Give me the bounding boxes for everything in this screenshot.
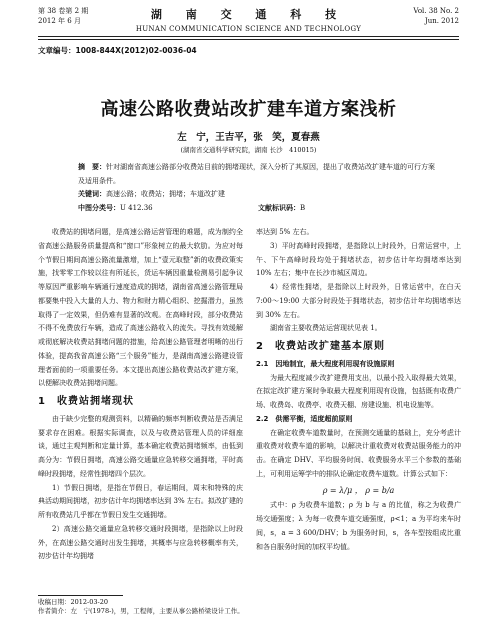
- formula: ρ = λ/μ ， ρ = b/a: [322, 485, 395, 495]
- keywords-label: 关键词：: [78, 189, 106, 198]
- header-rule-thick: [38, 36, 459, 37]
- subsection-2-1-heading: 2.1 因地制宜，最大程度利用现有设施原则: [256, 359, 395, 368]
- doc-code-text: B: [300, 204, 306, 212]
- continued-paragraph: 率达到 5% 左右。: [256, 228, 314, 236]
- keywords: [78, 189, 225, 199]
- section-1-heading: 1 收费站拥堵现状: [38, 396, 134, 407]
- left-column: [38, 226, 243, 564]
- header-right: [413, 6, 459, 26]
- keywords-text: 高速公路；收费站；拥堵；车道改扩建: [106, 190, 225, 198]
- header-center: [38, 6, 459, 33]
- section-1-paragraph-1: 由于缺少完整的观测资料，以精确的频率判断收费站是否满足要求存在困难。根据实际调查，以及与收费站管理人员的详细座谈，通过主观判断和定量计算，基本确定收费站拥堵频率，由低到高分为：节假日拥堵，高速公路交通量应急转移交通拥堵，平时高峰时段拥堵，经常性拥堵四个层次。: [38, 414, 243, 478]
- abstract-text: 针对湖南省高速公路部分收费站目前的拥堵现状，深入分析了其原因，提出了收费站改扩建车道的可行方案及适用条件。: [78, 163, 435, 185]
- header-rule-thin: [38, 39, 459, 40]
- clc-text: U 412.36: [120, 204, 153, 212]
- date-en: Jun. 2012: [424, 17, 459, 25]
- intro-paragraph: 收费站的拥堵问题，是高速公路运营管理的难题，成为制约全省高速公路服务质量提高和“窗口”形象树立的最大软肋。为应对每个节假日期间高速公路流量激增，加上“壹元取整”新的收费政策实施，找零零工作较以往有所延长，货运车辆因重量检测易引起争议等原因严重影响车辆通行速度造成的拥堵，湖南省高速公路管理局都要集中投入大量的人力、物力和财力精心组织、挖掘潜力，虽然取得了一定效果，但仍难有显著的改观。在高峰时段，部分收费站不得不免费放行车辆，造成了高速公路收入的流失。寻找有效缓解或彻底解决收费站拥堵问题的措施，给高速公路管理者明晰的出行体验，提高我省高速公路“三个服务”能力，是湖南高速公路建设管理者面前的一项重要任务。本文提出高速公路收费站改扩建方案，以便解决收费站拥堵问题。: [38, 228, 243, 388]
- abstract: [78, 160, 437, 188]
- footnote-author-info: 作者简介：左 宁(1978-)，男，工程师，主要从事公路桥梁设计工作。: [38, 607, 244, 615]
- paper-title: 高速公路收费站改扩建车道方案浅析: [100, 99, 397, 120]
- footnote-received-date: 收稿日期：2012-03-20: [38, 598, 108, 606]
- right-paragraph-3: 4）经常性拥堵，是指除以上时段外，日常运营中，在白天 7:00～19:00 大部分时段处于拥堵状态，初步估计年均拥堵率达到 30% 左右。: [256, 283, 461, 319]
- footnote-rule: [38, 595, 123, 596]
- journal-name-en: HUNAN COMMUNICATION SCIENCE AND TECHNOLOGY: [135, 25, 362, 33]
- formula-explanation: 式中：ρ 为收费车道数；ρ 为 b 与 a 的比值，称之为收费广场交通强度；λ 为每一收费车道交通强度，ρ<1；a 为平均来车时间，s，a = 3 600/DHV；b 为服务时间，s，各车型按组成比重和各自服务时间的加权平均值。: [256, 501, 461, 551]
- volume-en: Vol. 38 No. 2: [413, 7, 459, 15]
- right-column: [256, 226, 461, 554]
- subsection-2-2-heading: 2.2 供需平衡，适度超前原则: [256, 414, 353, 423]
- clc-label: 中图分类号：: [78, 203, 120, 212]
- authors: 左 宁，王吉平，张 笑，夏春燕: [177, 132, 320, 143]
- journal-name-cn: 湖 南 交 通 科 技: [150, 8, 347, 21]
- document-code: [258, 203, 305, 213]
- clc-number: [78, 203, 153, 213]
- section-2-heading: 2 收费站改扩建基本原则: [256, 341, 385, 352]
- section-1-paragraph-2: 1）节假日拥堵，是指在节假日，春运期间，周末和特殊的庆典活动期间拥堵，初步估计年均拥堵率达到 3% 左右。拟改扩建的所有收费站几乎都在节假日发生交通拥堵。: [38, 483, 243, 519]
- subsection-2-1-text: 为最大程度减少改扩建费用支出，以最小投入取得最大效果，在拟定改扩建方案时争取最大程度利用现有设施，包括既有收费广场、收费岛、收费亭、收费天棚、房建设施、机电设施等。: [256, 373, 461, 409]
- volume-cn: 第 38 卷第 2 期: [38, 7, 89, 15]
- running-header: [38, 6, 459, 32]
- section-1-paragraph-3: 2）高速公路交通量应急转移交通时段拥堵，是指除以上时段外，在高速公路交通时出发生拥堵，其概率与应急转移概率有关，初步估计年均拥堵: [38, 524, 243, 561]
- affiliation: (湖南省交通科学研究院，湖南 长沙 410015): [180, 146, 317, 154]
- right-paragraph-4: 湖南省主要收费站运营现状见表 1。: [270, 324, 382, 333]
- article-number: 文章编号：1008-844X(2012)02-0036-04: [38, 46, 197, 55]
- date-cn: 2012 年 6 月: [38, 17, 81, 25]
- doc-code-label: 文献标识码：: [258, 203, 300, 212]
- subsection-2-2-text: 在确定收费车道数量时，在预测交通量的基础上，充分考虑计重收费对收费车道的影响，以解决计重收费对收费站服务能力的冲击。在确定 DHV、平均服务时间、收费服务水平三个参数的基础上，可利用运筹学中的排队论确定收费车道数。计算公式如下：: [256, 428, 461, 478]
- right-paragraph-2: 3）平时高峰时段拥堵，是指除以上时段外，日常运营中，上午、下午高峰时段均处于拥堵状态，初步估计年均拥堵率达到 10% 左右；集中在长沙市城区周边。: [256, 241, 461, 278]
- abstract-label: 摘 要：: [78, 163, 106, 171]
